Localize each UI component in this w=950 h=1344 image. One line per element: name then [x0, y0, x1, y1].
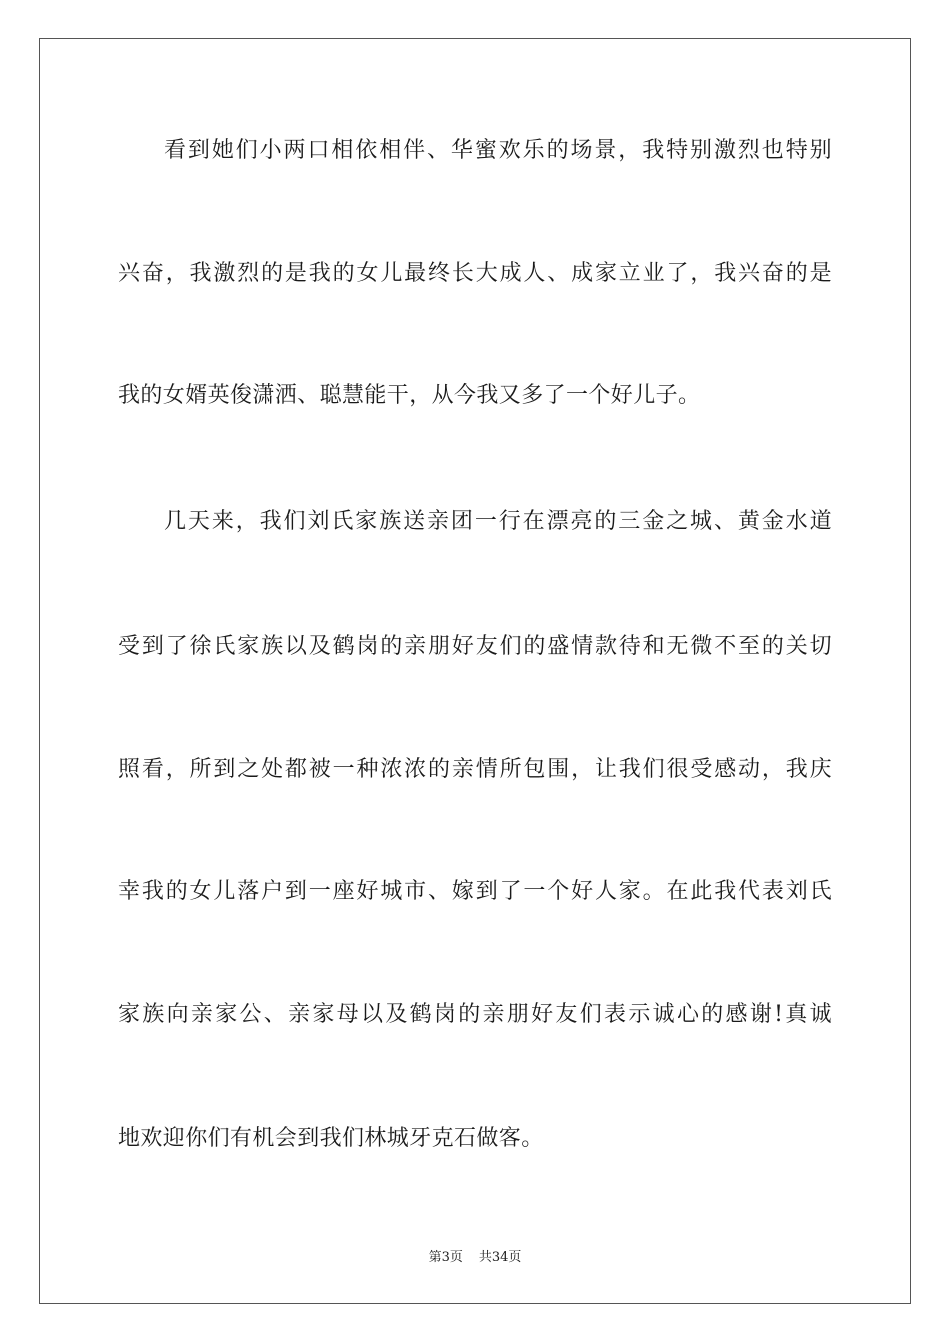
paragraph-2-line-1: 几天来，我们刘氏家族送亲团一行在漂亮的三金之城、黄金水道 — [164, 509, 832, 534]
paragraph-2-line-5: 家族向亲家公、亲家母以及鹤岗的亲朋好友们表示诚心的感谢!真诚 — [118, 1002, 832, 1027]
paragraph-2-line-4: 幸我的女儿落户到一座好城市、嫁到了一个好人家。在此我代表刘氏 — [118, 879, 832, 904]
paragraph-1-line-3: 我的女婿英俊潇洒、聪慧能干，从今我又多了一个好儿子。 — [118, 383, 701, 408]
page-total: 共34页 — [478, 1250, 522, 1265]
page-footer — [0, 1246, 950, 1265]
paragraph-2-line-6: 地欢迎你们有机会到我们林城牙克石做客。 — [118, 1126, 544, 1151]
paragraph-1-line-2: 兴奋，我激烈的是我的女儿最终长大成人、成家立业了，我兴奋的是 — [118, 261, 832, 286]
paragraph-2-line-2: 受到了徐氏家族以及鹤岗的亲朋好友们的盛情款待和无微不至的关切 — [118, 634, 832, 659]
page-border — [39, 38, 911, 1304]
paragraph-1-line-1: 看到她们小两口相依相伴、华蜜欢乐的场景，我特别激烈也特别 — [164, 138, 832, 163]
page-number: 第3页 — [428, 1250, 463, 1265]
paragraph-2-line-3: 照看，所到之处都被一种浓浓的亲情所包围，让我们很受感动，我庆 — [118, 757, 832, 782]
